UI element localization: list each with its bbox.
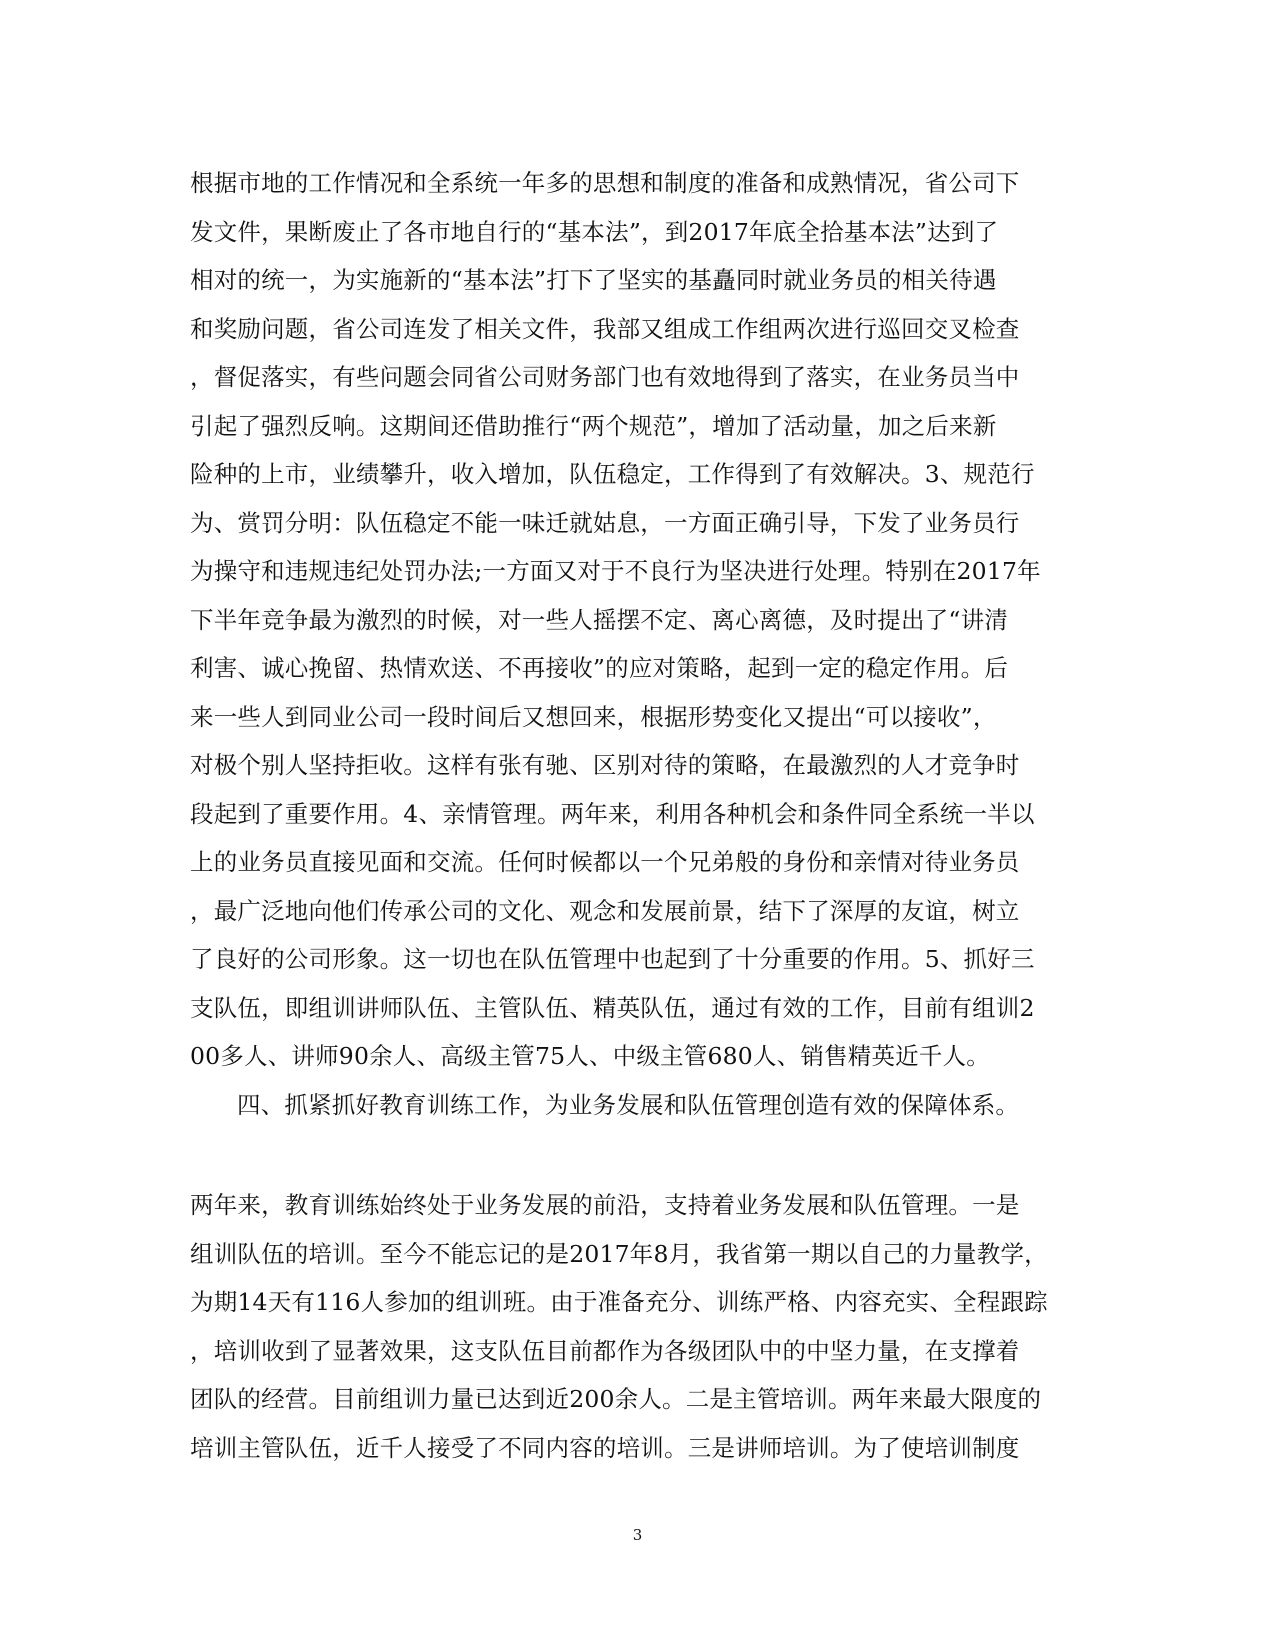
text-line: 来一些人到同业公司一段时间后又想回来，根据形势变化又提出“可以接收”， <box>190 702 997 731</box>
text-line: 支队伍，即组训讲师队伍、主管队伍、精英队伍，通过有效的工作，目前有组训2 <box>190 993 1035 1022</box>
text-line: ，最广泛地向他们传承公司的文化、观念和发展前景，结下了深厚的友谊，树立 <box>190 896 1020 925</box>
text-line: 险种的上市，业绩攀升，收入增加，队伍稳定，工作得到了有效解决。3、规范行 <box>190 460 1035 488</box>
text-line: 引起了强烈反响。这期间还借助推行“两个规范”，增加了活动量，加之后来新 <box>190 411 997 440</box>
text-line: 段起到了重要作用。4、亲情管理。两年来，利用各种机会和条件同全系统一半以 <box>190 799 1035 828</box>
text-line: 下半年竞争最为激烈的时候，对一些人摇摆不定、离心离德，及时提出了“讲清 <box>190 605 1009 634</box>
text-line: 根据市地的工作情况和全系统一年多的思想和制度的准备和成熟情况，省公司下 <box>190 169 1020 197</box>
text-line: 了良好的公司形象。这一切也在队伍管理中也起到了十分重要的作用。5、抓好三 <box>190 945 1035 973</box>
text-line: 和奖励问题，省公司连发了相关文件，我部又组成工作组两次进行巡回交叉检查 <box>190 314 1020 343</box>
text-line: 为操守和违规违纪处罚办法;一方面又对于不良行为坚决进行处理。特别在2017年 <box>190 557 1041 585</box>
text-line: 为、赏罚分明：队伍稳定不能一味迁就姑息，一方面正确引导，下发了业务员行 <box>190 508 1020 537</box>
text-line: 上的业务员直接见面和交流。任何时候都以一个兄弟般的身份和亲情对待业务员 <box>190 848 1020 876</box>
body-text-block-2 <box>190 1181 1070 1472</box>
text-line: 利害、诚心挽留、热情欢送、不再接收”的应对策略，起到一定的稳定作用。后 <box>190 654 1009 682</box>
section-heading: 四、抓紧抓好教育训练工作，为业务发展和队伍管理创造有效的保障体系。 <box>237 1090 1020 1119</box>
text-line: 为期14天有116人参加的组训班。由于准备充分、训练严格、内容充实、全程跟踪 <box>190 1288 1048 1316</box>
page-number: 3 <box>632 1526 643 1544</box>
text-line: ，培训收到了显著效果，这支队伍目前都作为各级团队中的中坚力量，在支撑着 <box>190 1336 1020 1365</box>
text-line: 组训队伍的培训。至今不能忘记的是2017年8月，我省第一期以自己的力量教学， <box>190 1239 1048 1268</box>
text-line: 两年来，教育训练始终处于业务发展的前沿，支持着业务发展和队伍管理。一是 <box>190 1191 1020 1219</box>
text-line: 00多人、讲师90余人、高级主管75人、中级主管680人、销售精英近千人。 <box>190 1042 990 1070</box>
text-line: 对极个别人坚持拒收。这样有张有驰、区别对待的策略，在最激烈的人才竞争时 <box>190 751 1020 779</box>
text-line: 相对的统一，为实施新的“基本法”打下了坚实的基矗同时就业务员的相关待遇 <box>190 266 997 294</box>
text-line: 培训主管队伍，近千人接受了不同内容的培训。三是讲师培训。为了使培训制度 <box>190 1433 1020 1462</box>
text-line: 团队的经营。目前组训力量已达到近200余人。二是主管培训。两年来最大限度的 <box>190 1385 1042 1413</box>
text-line: ，督促落实，有些问题会同省公司财务部门也有效地得到了落实，在业务员当中 <box>190 363 1020 391</box>
text-line: 发文件，果断废止了各市地自行的“基本法”，到2017年底全拾基本法”达到了 <box>190 217 999 246</box>
body-text-block-1 <box>190 159 1070 1129</box>
